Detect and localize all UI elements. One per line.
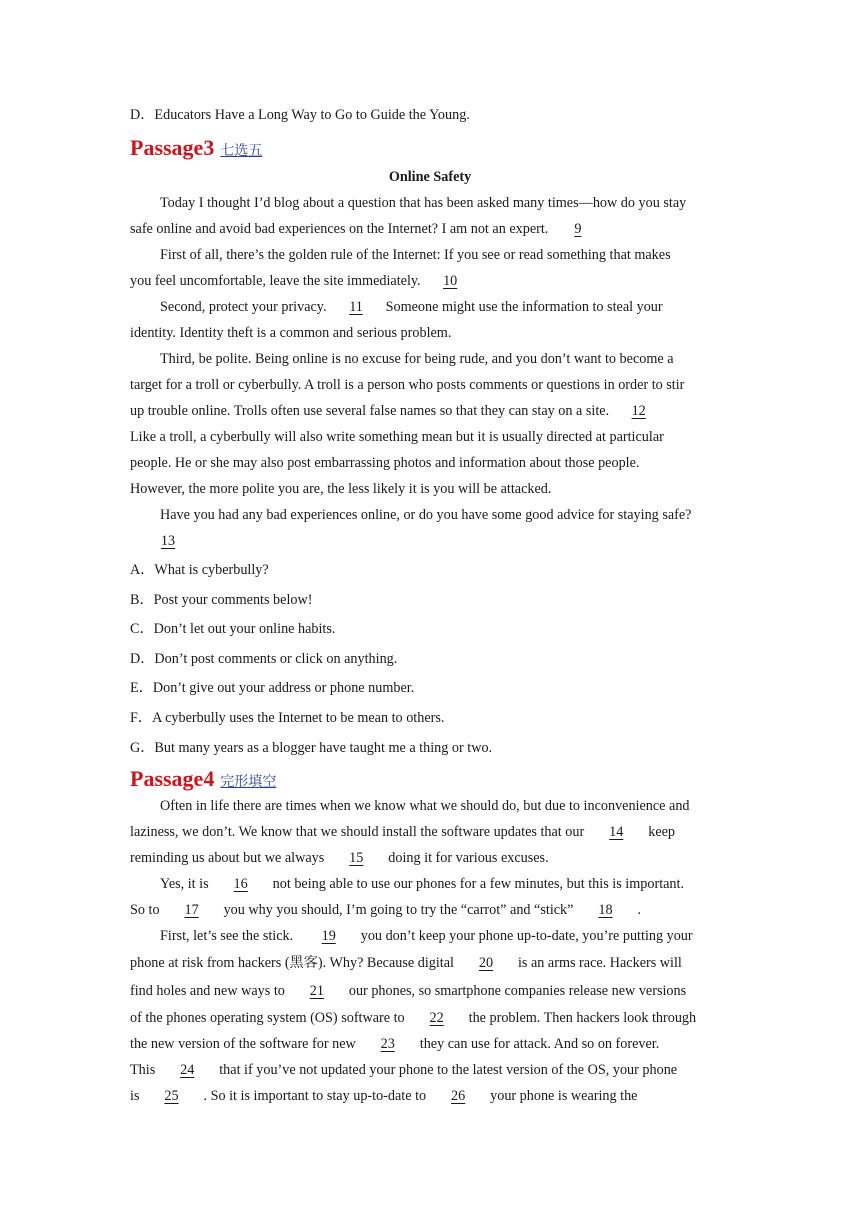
document-page bbox=[130, 100, 730, 1109]
p3-para1-line2: safe online and avoid bad experiences on the Internet? I am not an expert. 9 bbox=[130, 216, 730, 242]
p3-para5-line1: Have you had any bad experiences online, or do you have some good advice for staying safe? bbox=[160, 507, 692, 523]
p3-para4-line2: target for a troll or cyberbully. A troll is a person who posts comments or questions in order to stir bbox=[130, 377, 685, 393]
blank-10: 10 bbox=[443, 273, 458, 289]
option-f: F．A cyberbully uses the Internet to be mean to others. bbox=[130, 709, 445, 726]
p3-para5-line2 bbox=[130, 528, 730, 554]
passage3-options bbox=[130, 556, 730, 763]
p3-para4-line5: people. He or she may also post embarrassing photos and information about those people. bbox=[130, 455, 640, 471]
blank-12: 12 bbox=[631, 403, 646, 419]
blank-17: 17 bbox=[184, 902, 199, 919]
option-e: E．Don’t give out your address or phone number. bbox=[130, 680, 415, 697]
blank-23: 23 bbox=[380, 1036, 395, 1053]
p4-line10: the new version of the software for new 23 they can use for attack. And so on forever. bbox=[130, 1031, 730, 1057]
option-g: G．But many years as a blogger have taught me a thing or two. bbox=[130, 739, 493, 756]
p4-line6: First, let’s see the stick. 19 you don’t keep your phone up-to-date, you’re putting your bbox=[130, 923, 730, 949]
p4-line3: reminding us about but we always 15 doing it for various excuses. bbox=[130, 845, 730, 871]
option-a: A．What is cyberbully? bbox=[130, 562, 269, 578]
blank-13: 13 bbox=[160, 533, 176, 549]
passage3-title: Passage3 bbox=[130, 135, 215, 160]
passage3-article-title: Online Safety bbox=[388, 169, 472, 185]
blank-15: 15 bbox=[349, 850, 364, 867]
p4-line11: This 24 that if you’ve not updated your phone to the latest version of the OS, your phone bbox=[130, 1057, 730, 1083]
blank-14: 14 bbox=[609, 824, 624, 841]
p4-line9: of the phones operating system (OS) software to 22 the problem. Then hackers look through bbox=[130, 1005, 730, 1031]
blank-9: 9 bbox=[574, 221, 582, 237]
passage4-type-link[interactable]: 完形填空 bbox=[220, 774, 277, 791]
passage4-title: Passage4 bbox=[130, 766, 215, 792]
p3-para4-line4: Like a troll, a cyberbully will also write something mean but it is usually directed at particular bbox=[130, 429, 664, 445]
blank-11: 11 bbox=[349, 299, 363, 315]
prev-option-d: D．Educators Have a Long Way to Go to Guide the Young. bbox=[130, 107, 470, 123]
p4-line2: laziness, we don’t. We know that we should install the software updates that our 14 keep bbox=[130, 819, 730, 845]
blank-16: 16 bbox=[233, 876, 248, 893]
blank-24: 24 bbox=[180, 1062, 195, 1079]
p3-para4-line1: Third, be polite. Being online is no excuse for being rude, and you don’t want to become a bbox=[160, 351, 674, 367]
p4-line4: Yes, it is 16 not being able to use our phones for a few minutes, but this is important. bbox=[130, 871, 730, 897]
option-c: C．Don’t let out your online habits. bbox=[130, 621, 336, 638]
blank-26: 26 bbox=[451, 1088, 466, 1105]
passage3-heading bbox=[130, 128, 730, 162]
p4-line8: find holes and new ways to 21 our phones, so smartphone companies release new versions bbox=[130, 977, 730, 1005]
option-b: B．Post your comments below! bbox=[130, 591, 313, 608]
option-d: D．Don’t post comments or click on anything. bbox=[130, 650, 398, 667]
p3-para3-line2: identity. Identity theft is a common and serious problem. bbox=[130, 325, 452, 341]
blank-19: 19 bbox=[321, 928, 336, 945]
blank-20: 20 bbox=[478, 955, 494, 972]
passage4-heading bbox=[130, 763, 730, 793]
blank-22: 22 bbox=[429, 1010, 444, 1027]
p3-para2-line2: you feel uncomfortable, leave the site immediately. 10 bbox=[130, 268, 730, 294]
p3-para1-line1: Today I thought I’d blog about a question that has been asked many times—how do you stay bbox=[160, 195, 687, 211]
blank-21: 21 bbox=[309, 983, 324, 1000]
p3-para2-line1: First of all, there’s the golden rule of the Internet: If you see or read something that makes bbox=[160, 247, 671, 263]
p4-line12: is 25 . So it is important to stay up-to-date to 26 your phone is wearing the bbox=[130, 1083, 730, 1109]
p3-para3-line1: Second, protect your privacy. 11 Someone might use the information to steal your bbox=[130, 294, 730, 320]
p4-line1: Often in life there are times when we know what we should do, but due to inconvenience and bbox=[160, 798, 690, 815]
passage3-type-link[interactable]: 七选五 bbox=[220, 143, 263, 159]
p3-para4-line3: up trouble online. Trolls often use several false names so that they can stay on a site. 12 bbox=[130, 398, 730, 424]
blank-25: 25 bbox=[164, 1088, 179, 1105]
p4-line7: phone at risk from hackers (黑客). Why? Because digital 20 is an arms race. Hackers will bbox=[130, 949, 730, 977]
blank-18: 18 bbox=[598, 902, 613, 919]
p4-line5: So to 17 you why you should, I’m going to try the “carrot” and “stick” 18 . bbox=[130, 897, 730, 923]
p3-para4-line6: However, the more polite you are, the less likely it is you will be attacked. bbox=[130, 481, 552, 497]
